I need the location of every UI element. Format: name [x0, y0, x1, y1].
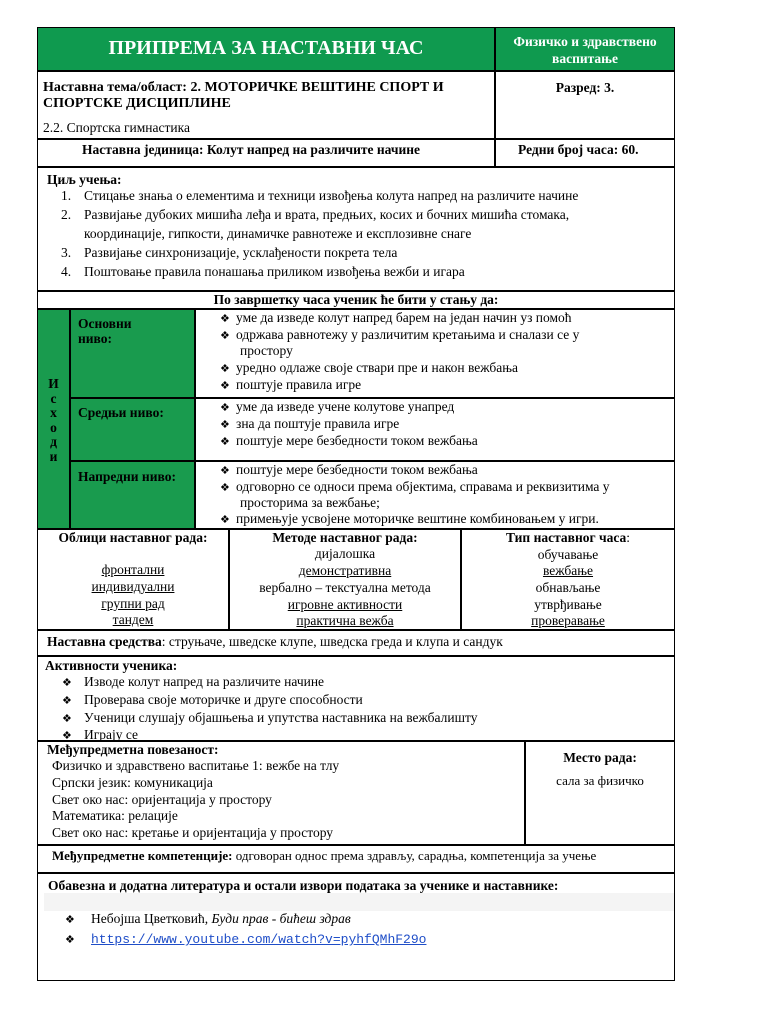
outcomes-heading: По завршетку часа ученик ће бити у стању да: — [213, 292, 499, 307]
activity-item: ❖ Играју се — [62, 727, 139, 742]
crosscurricular-item: Свет око нас: оријентација у простору — [52, 792, 272, 807]
literature-link-item — [65, 931, 426, 948]
crosscurricular-item: Свет око нас: кретање и оријентација у простору — [52, 825, 334, 840]
adv-item-cont: просторима за вежбање; — [240, 495, 380, 510]
crosscurricular-item: Физичко и здравствено васпитање 1: вежбе на тлу — [52, 758, 340, 773]
goals-heading: Циљ учења: — [47, 172, 122, 187]
goal-1: Стицање знања о елементима и техници извођења колута напред на различите начине — [84, 188, 579, 203]
forms-item: индивидуални — [91, 579, 175, 594]
types-item: утврђивање — [534, 597, 602, 612]
crosscurricular-heading: Међупредметна повезаност: — [47, 742, 219, 757]
goal-num-2: 2. — [61, 207, 72, 222]
youtube-link[interactable]: https://www.youtube.com/watch?v=pyhfQMhF29o — [91, 932, 427, 947]
crosscurricular-item: Српски језик: комуникација — [52, 775, 213, 790]
diamond-bullet-icon: ❖ — [62, 695, 72, 707]
forms-item: тандем — [112, 612, 154, 627]
activities-heading: Активности ученика: — [45, 658, 178, 673]
methods-heading: Методе наставног рада: — [272, 530, 418, 545]
forms-item: групни рад — [101, 596, 165, 611]
place-value: сала за физичко — [556, 773, 644, 788]
page-title: ПРИПРЕМА ЗА НАСТАВНИ ЧАС — [108, 37, 424, 59]
basic-item: ❖ поштује правила игре — [220, 377, 362, 392]
diamond-bullet-icon: ❖ — [220, 402, 230, 414]
adv-level-label: Напредни ниво: — [78, 469, 176, 484]
diamond-bullet-icon: ❖ — [220, 363, 230, 375]
adv-item: ❖ одговорно се односи према објектима, справама и реквизитима у — [220, 479, 610, 494]
forms-heading: Облици наставног рада: — [58, 530, 208, 545]
types-item: обнављање — [535, 580, 601, 595]
mid-item: ❖ уме да изведе учене колутове унапред — [220, 399, 455, 414]
activity-item: ❖ Ученици слушају објашњења и упутства наставника на вежбалишту — [62, 710, 478, 725]
activity-item: ❖ Проверава своје моторичке и друге способности — [62, 692, 363, 707]
diamond-bullet-icon: ❖ — [220, 482, 230, 494]
types-item: вежбање — [542, 563, 594, 578]
types-item: проверавање — [531, 613, 605, 628]
basic-level-label-1: Основни — [78, 316, 132, 331]
types-heading: Тип наставног часа: — [505, 530, 631, 545]
topic-line-1: Наставна тема/област: 2. МОТОРИЧКЕ ВЕШТИНЕ СПОРТ И — [43, 80, 444, 95]
activity-item: ❖ Изводе колут напред на различите начине — [62, 674, 325, 689]
basic-item: ❖ одржава равнотежу у различитим кретањима и сналази се у — [220, 327, 580, 342]
diamond-bullet-icon: ❖ — [62, 730, 72, 742]
diamond-bullet-icon: ❖ — [220, 419, 230, 431]
goal-num-4: 4. — [61, 264, 72, 279]
unit-number: Редни број часа: 60. — [518, 142, 639, 157]
subject-title: Физичко и здравствено васпитање — [513, 34, 657, 66]
grade: Разред: 3. — [555, 80, 615, 95]
unit-label: Наставна јединица: Колут напред на различите начине — [82, 142, 421, 157]
methods-item: демонстративна — [298, 563, 392, 578]
types-item: обучавање — [537, 547, 599, 562]
goal-3: Развијање синхронизације, усклађености покрета тела — [84, 245, 398, 260]
mid-item: ❖ зна да поштује правила игре — [220, 416, 400, 431]
goal-num-1: 1. — [61, 188, 72, 203]
basic-item-cont: простору — [240, 343, 293, 358]
adv-item: ❖ примењује усвојене моторичке вештине комбиновањем у игри. — [220, 511, 599, 526]
resources: Наставна средства: струњаче, шведске клупе, шведска греда и клупа и сандук — [47, 634, 503, 649]
basic-item: ❖ уредно одлаже своје ствари пре и након вежбања — [220, 360, 519, 375]
methods-item: игровне активности — [287, 597, 403, 612]
basic-item: ❖ уме да изведе колут напред барем на један начин уз помоћ — [220, 310, 572, 325]
competences: Међупредметне компетенције: одговоран однос према здрављу, сарадња, компетенција за учење — [52, 848, 597, 863]
mid-level-label: Средњи ниво: — [78, 405, 164, 420]
diamond-bullet-icon: ❖ — [220, 465, 230, 477]
goal-2: Развијање дубоких мишића леђа и врата, предњих, косих и бочних мишића стомака, — [84, 207, 570, 222]
forms-item: фронтални — [101, 562, 165, 577]
place-label: Место рада: — [563, 750, 637, 765]
methods-item: практична вежба — [296, 613, 394, 628]
outcomes-side-label: И с х о д и — [48, 376, 59, 464]
diamond-bullet-icon: ❖ — [220, 330, 230, 342]
methods-item: дијалошка — [314, 546, 376, 561]
diamond-bullet-icon: ❖ — [220, 436, 230, 448]
literature-shade — [44, 893, 674, 911]
crosscurricular-item: Математика: релације — [52, 808, 178, 823]
literature-heading: Обавезна и додатна литература и остали извори података за ученике и наставнике: — [48, 878, 559, 893]
goal-4: Поштовање правила понашања приликом извођења вежби и игара — [84, 264, 465, 279]
topic-line-2: СПОРТСКЕ ДИСЦИПЛИНЕ — [43, 96, 231, 111]
diamond-bullet-icon: ❖ — [62, 677, 72, 689]
adv-item: ❖ поштује мере безбедности током вежбања — [220, 462, 478, 477]
diamond-bullet-icon: ❖ — [220, 380, 230, 392]
basic-level-label-2: ниво: — [78, 331, 113, 346]
diamond-bullet-icon: ❖ — [220, 514, 230, 526]
mid-item: ❖ поштује мере безбедности током вежбања — [220, 433, 478, 448]
topic-sub: 2.2. Спортска гимнастика — [43, 120, 190, 135]
goal-2b: координације, гипкости, динамичке равнотеже и експлозивне снаге — [84, 226, 472, 241]
diamond-bullet-icon: ❖ — [65, 934, 75, 946]
diamond-bullet-icon: ❖ — [220, 313, 230, 325]
diamond-bullet-icon: ❖ — [62, 713, 72, 725]
methods-item: вербално – текстуална метода — [259, 580, 431, 595]
literature-item: ❖ Небојша Цветковић, Буди прав - бићеш здрав — [65, 911, 351, 926]
goal-num-3: 3. — [61, 245, 72, 260]
diamond-bullet-icon: ❖ — [65, 914, 75, 926]
